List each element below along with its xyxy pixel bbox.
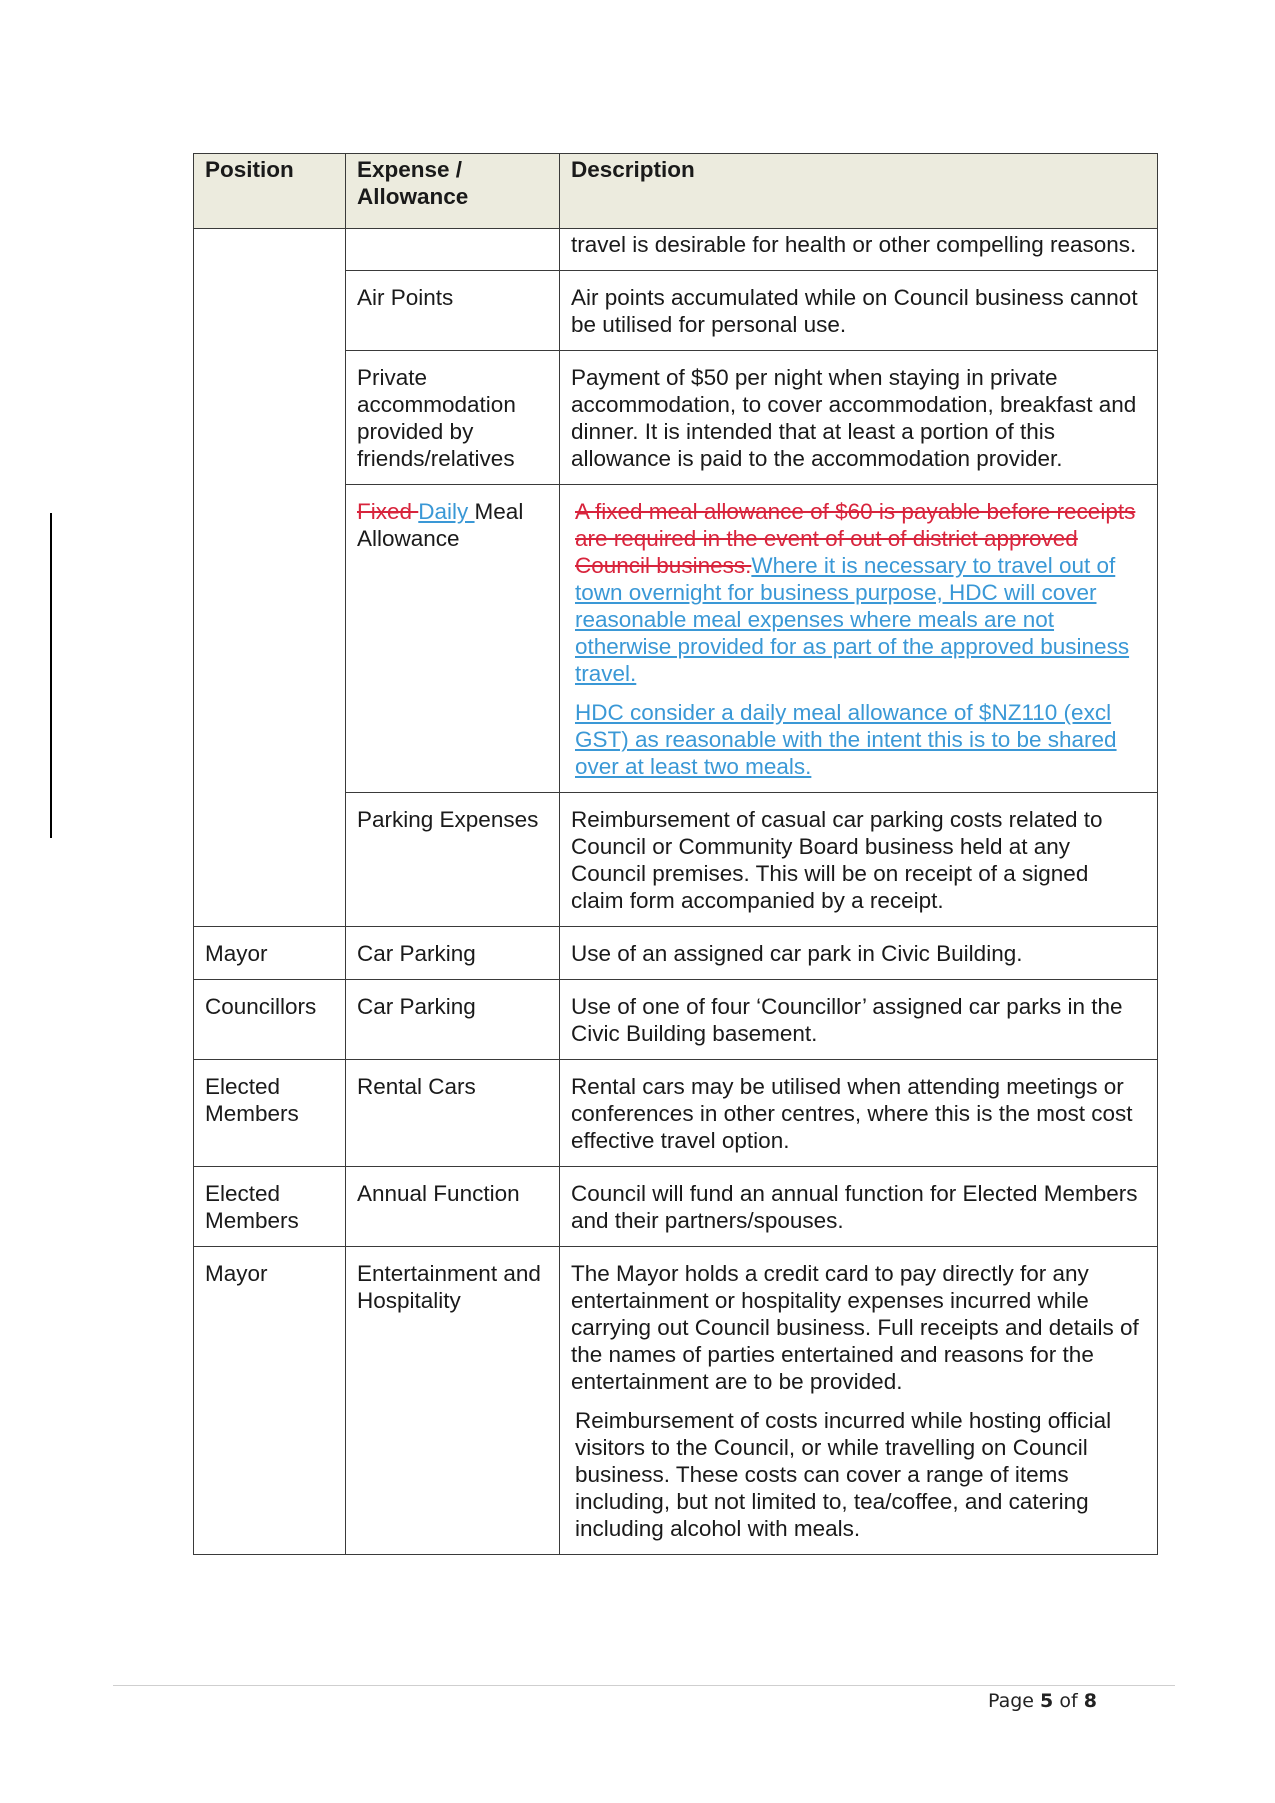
expenses-table — [193, 153, 1158, 1555]
position-cell: Mayor — [194, 927, 346, 980]
page-total: 8 — [1083, 1690, 1097, 1712]
expense-cell — [346, 485, 560, 793]
description-cell: Council will fund an annual function for Elected Members and their partners/spouses. — [560, 1167, 1158, 1247]
description-cell: Payment of $50 per night when staying in private accommodation, to cover accommodation, breakfast and dinner. It is intended that at least a portion of this allowance is paid to the accommodation provider. — [560, 351, 1158, 485]
inserted-text: HDC consider a daily meal allowance of $NZ110 (excl GST) as reasonable with the intent this is to be shared over at least two meals. — [575, 700, 1117, 779]
position-cell: Councillors — [194, 980, 346, 1060]
table-row — [194, 1060, 1158, 1167]
description-paragraph: Reimbursement of costs incurred while hosting official visitors to the Council, or while travelling on Council business. These costs can cover a range of items including, but not limited to, tea/coffee, and catering including alcohol with meals. — [575, 1408, 1112, 1541]
table-row — [194, 927, 1158, 980]
table-row — [194, 1167, 1158, 1247]
page-word: Page — [988, 1690, 1034, 1712]
description-paragraph — [571, 699, 1147, 780]
of-word: of — [1059, 1690, 1078, 1712]
page-current: 5 — [1040, 1690, 1054, 1712]
table-row — [194, 1247, 1158, 1555]
header-description: Description — [560, 154, 1158, 229]
description-cell — [560, 485, 1158, 793]
description-paragraph: The Mayor holds a credit card to pay directly for any entertainment or hospitality expenses incurred while carrying out Council business. Full receipts and details of the names of parties entertained and reasons for the entertainment are to be provided. — [571, 1261, 1139, 1394]
expense-text: Meal Allowance — [357, 499, 524, 551]
page-number — [988, 1690, 1097, 1712]
header-expense: Expense / Allowance — [346, 154, 560, 229]
footer-rule — [113, 1685, 1175, 1686]
position-cell: Mayor — [194, 1247, 346, 1555]
header-position: Position — [194, 154, 346, 229]
expense-cell — [346, 229, 560, 271]
description-cell — [560, 1247, 1158, 1555]
description-cell: Reimbursement of casual car parking costs related to Council or Community Board business held at any Council premises. This will be on receipt of a signed claim form accompanied by a receipt. — [560, 793, 1158, 927]
description-cell: Use of one of four ‘Councillor’ assigned car parks in the Civic Building basement. — [560, 980, 1158, 1060]
revision-change-bar — [50, 513, 52, 838]
deleted-text: A fixed meal allowance of $60 is payable before receipts are required in the event of out of district approved Council business. — [575, 499, 1136, 578]
expense-cell: Car Parking — [346, 927, 560, 980]
expense-cell: Rental Cars — [346, 1060, 560, 1167]
table-row — [194, 980, 1158, 1060]
expense-cell: Air Points — [346, 271, 560, 351]
position-cell: Elected Members — [194, 1167, 346, 1247]
description-paragraph — [571, 498, 1147, 687]
expense-cell: Entertainment and Hospitality — [346, 1247, 560, 1555]
position-cell: Elected Members — [194, 1060, 346, 1167]
expense-cell: Annual Function — [346, 1167, 560, 1247]
table-row — [194, 229, 1158, 271]
description-cell: Rental cars may be utilised when attending meetings or conferences in other centres, where this is the most cost effective travel option. — [560, 1060, 1158, 1167]
position-cell — [194, 229, 346, 927]
description-cell: Air points accumulated while on Council business cannot be utilised for personal use. — [560, 271, 1158, 351]
expense-cell: Car Parking — [346, 980, 560, 1060]
description-cell: Use of an assigned car park in Civic Building. — [560, 927, 1158, 980]
description-cell: travel is desirable for health or other compelling reasons. — [560, 229, 1158, 271]
inserted-text: Daily — [418, 499, 475, 524]
inserted-text: Where it is necessary to travel out of town overnight for business purpose, HDC will cover reasonable meal expenses where meals are not otherwise provided for as part of the approved business travel. — [575, 553, 1130, 686]
expense-cell: Private accommodation provided by friends/relatives — [346, 351, 560, 485]
table-header-row — [194, 154, 1158, 229]
deleted-text: Fixed — [357, 499, 419, 524]
expense-cell: Parking Expenses — [346, 793, 560, 927]
